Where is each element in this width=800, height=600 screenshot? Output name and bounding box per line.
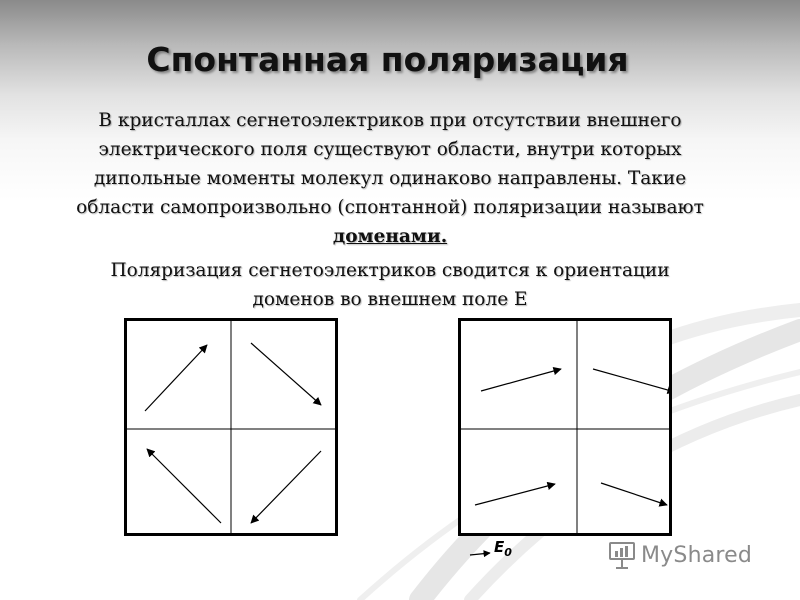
definition-paragraph [70, 106, 710, 251]
dipole-arrow-aligned [601, 483, 667, 505]
dipole-arrow-up-left [147, 449, 221, 523]
watermark-text: MyShared [641, 542, 753, 568]
dipole-arrow-aligned [593, 369, 669, 392]
orientation-paragraph: Поляризация сегнетоэлектриков сводится к ориентации доменов во внешнем поле Е [110, 260, 670, 310]
domains-random-diagram [124, 318, 338, 536]
external-field-indicator [468, 538, 528, 562]
domains-random-figure [127, 321, 335, 533]
slide-title: Спонтанная поляризация [146, 40, 629, 79]
domains-aligned-figure [461, 321, 669, 533]
dipole-arrow-up-right [145, 345, 207, 411]
field-label [494, 538, 512, 559]
field-letter: E [494, 538, 505, 556]
presentation-chart-icon [607, 539, 637, 571]
dipole-arrow-down-left [251, 451, 321, 523]
dipole-arrow-down-right [251, 343, 321, 405]
definition-text: В кристаллах сегнетоэлектриков при отсутствии внешнего электрического поля существуют области, внутри которых дипольные моменты молекул одинаково направлены. Такие области самопроизвольно (спонтанной) поляризации называют [76, 110, 704, 218]
domain-term: доменами. [332, 226, 448, 247]
dipole-arrow-aligned [475, 484, 555, 505]
domains-aligned-diagram [458, 318, 672, 536]
myshared-watermark [607, 538, 752, 572]
field-subscript: 0 [504, 546, 512, 559]
dipole-arrow-aligned [481, 369, 561, 391]
